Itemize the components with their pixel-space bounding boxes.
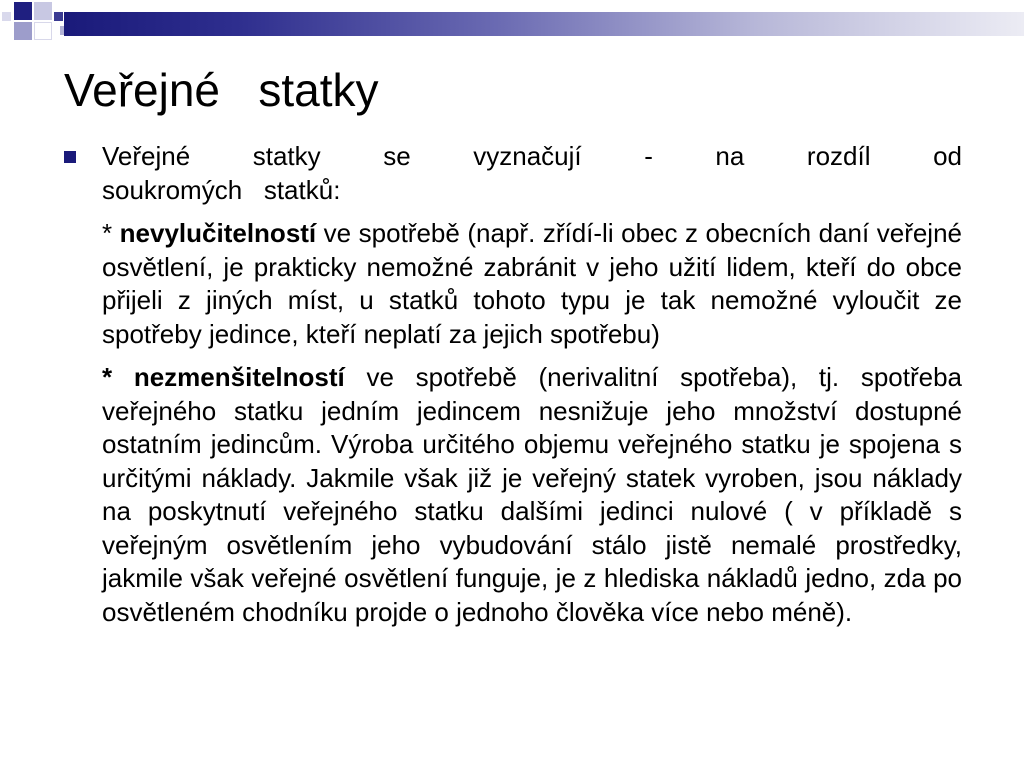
item-nonexcludability: [102, 217, 962, 351]
item-text: ve spotřebě (např. zřídí-li obec z obecních daní veřejné osvětlení, je prakticky nemožné zabránit v jeho užití lidem, kteří do obce přijeli z jiných míst, u statků tohoto typu je tak nemožné vyloučit ze spotřeby jedince, kteří neplatí za jejich spotřebu): [102, 218, 963, 349]
item-term: nevylučitelností: [119, 218, 317, 248]
decor-square: [2, 12, 11, 21]
decor-square: [14, 22, 32, 40]
decor-square: [34, 2, 52, 20]
item-prefix: *: [102, 218, 120, 248]
slide-body: [102, 140, 962, 639]
header-gradient-bar: [64, 12, 1024, 36]
bullet-intro: [102, 140, 962, 207]
slide-title: Veřejné statky: [64, 64, 379, 116]
item-text: ve spotřebě (nerivalitní spotřeba), tj. spotřeba veřejného statku jedním jedincem nesnižuje jeho množství dostupné ostatním jedincům. Výroba určitého objemu veřejného statku je spojena s určitými náklady. Jakmile však již je veřejný statek vyroben, jsou náklady na poskytnutí veřejného statku dalšími jedinci nulové ( v příkladě s veřejným osvětlením jeho vybudování stálo jistě nemalé prostředky, jakmile však veřejné osvětlení funguje, je z hlediska nákladů jedno, zda po osvětleném chodníku projde o jednoho člověka více nebo méně).: [102, 362, 963, 627]
bullet-intro-line2: soukromých statků:: [102, 174, 341, 205]
bullet-square-icon: [64, 151, 76, 163]
decor-square: [34, 22, 52, 40]
decor-square: [54, 12, 63, 21]
item-prefix: *: [102, 362, 134, 392]
item-term: nezmenšitelností: [133, 362, 345, 392]
header-decoration: [0, 0, 1024, 48]
item-nonrivalry: [102, 361, 962, 629]
decor-square: [14, 2, 32, 20]
bullet-intro-line1: Veřejné statky se vyznačují - na rozdíl od: [102, 141, 962, 171]
